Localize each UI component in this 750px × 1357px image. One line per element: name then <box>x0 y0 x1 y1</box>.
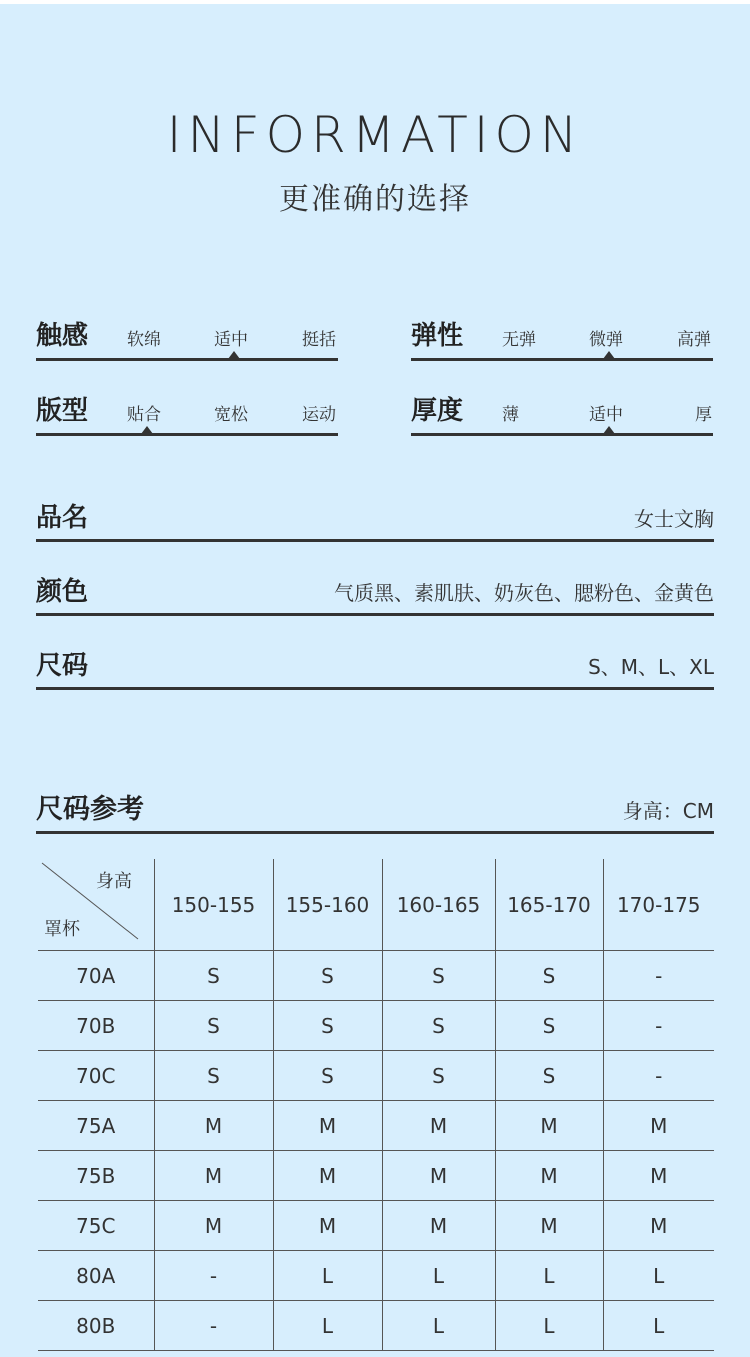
table-row <box>38 1251 714 1301</box>
table-row <box>38 1001 714 1051</box>
attribute-scale-line <box>411 433 713 436</box>
cup-size-cell: 80A <box>38 1251 154 1301</box>
size-cell: M <box>603 1201 714 1251</box>
size-cell: M <box>603 1151 714 1201</box>
column-header: 160-165 <box>382 859 495 951</box>
size-cell: M <box>273 1201 382 1251</box>
size-cell: L <box>495 1301 603 1351</box>
attribute-thickness <box>411 390 713 436</box>
info-value: 女士文胸 <box>634 507 714 531</box>
size-table <box>38 859 714 1351</box>
table-corner-cell <box>38 859 154 951</box>
column-header: 170-175 <box>603 859 714 951</box>
size-reference-title: 尺码参考 <box>36 794 144 825</box>
attribute-option: 薄 <box>502 405 519 425</box>
table-row <box>38 1101 714 1151</box>
size-cell: M <box>495 1201 603 1251</box>
size-cell: S <box>382 951 495 1001</box>
size-table-body <box>38 951 714 1351</box>
attribute-elasticity <box>411 315 713 361</box>
attribute-option: 挺括 <box>302 330 336 350</box>
size-cell: M <box>273 1101 382 1151</box>
product-info-panel <box>0 4 750 1357</box>
attribute-scale-line <box>36 358 338 361</box>
size-cell: S <box>495 1001 603 1051</box>
cup-size-cell: 75A <box>38 1101 154 1151</box>
attribute-fit <box>36 390 338 436</box>
size-cell: M <box>603 1101 714 1151</box>
size-cell: S <box>273 951 382 1001</box>
table-row <box>38 1151 714 1201</box>
info-key: 颜色 <box>36 577 89 607</box>
cup-size-cell: 70A <box>38 951 154 1001</box>
attribute-option: 高弹 <box>677 330 711 350</box>
info-value: S、M、L、XL <box>588 655 714 679</box>
attribute-label: 弹性 <box>411 321 464 351</box>
attribute-label: 版型 <box>36 396 89 426</box>
attribute-option: 适中 <box>589 405 623 425</box>
page-subtitle: 更准确的选择 <box>279 182 471 217</box>
size-cell: L <box>273 1301 382 1351</box>
attribute-scale-line <box>36 433 338 436</box>
size-cell: - <box>603 1001 714 1051</box>
size-cell: M <box>382 1201 495 1251</box>
size-cell: S <box>154 1051 273 1101</box>
attribute-option: 软绵 <box>127 330 161 350</box>
divider <box>36 539 714 542</box>
attribute-touch <box>36 315 338 361</box>
table-header-row <box>38 859 714 951</box>
size-cell: M <box>154 1151 273 1201</box>
info-row-sizes <box>36 645 714 689</box>
size-cell: L <box>382 1301 495 1351</box>
size-cell: S <box>154 1001 273 1051</box>
attribute-option: 适中 <box>214 330 248 350</box>
size-cell: M <box>273 1151 382 1201</box>
size-reference-header <box>36 787 714 835</box>
size-cell: M <box>382 1151 495 1201</box>
size-reference-unit: 身高：CM <box>622 799 714 823</box>
table-row <box>38 1301 714 1351</box>
attribute-option: 微弹 <box>589 330 623 350</box>
table-row <box>38 1201 714 1251</box>
size-cell: L <box>382 1251 495 1301</box>
info-row-colors <box>36 571 714 615</box>
size-cell: S <box>495 1051 603 1101</box>
info-value: 气质黑、素肌肤、奶灰色、腮粉色、金黄色 <box>334 581 714 605</box>
size-cell: S <box>495 951 603 1001</box>
size-cell: S <box>154 951 273 1001</box>
corner-cup-label: 罩杯 <box>44 919 80 940</box>
attribute-label: 厚度 <box>411 396 464 426</box>
attribute-label: 触感 <box>36 321 89 351</box>
size-cell: S <box>273 1051 382 1101</box>
corner-height-label: 身高 <box>96 871 132 892</box>
attribute-option: 厚 <box>695 405 712 425</box>
size-cell: M <box>495 1101 603 1151</box>
size-cell: - <box>154 1251 273 1301</box>
info-key: 品名 <box>36 503 89 533</box>
table-row <box>38 951 714 1001</box>
attribute-option: 运动 <box>302 405 336 425</box>
column-header: 155-160 <box>273 859 382 951</box>
info-key: 尺码 <box>36 651 89 681</box>
size-cell: S <box>382 1001 495 1051</box>
size-cell: L <box>603 1301 714 1351</box>
size-cell: - <box>603 1051 714 1101</box>
page-title: INFORMATION <box>166 106 584 164</box>
column-header: 150-155 <box>154 859 273 951</box>
size-cell: M <box>154 1101 273 1151</box>
cup-size-cell: 75B <box>38 1151 154 1201</box>
size-cell: S <box>273 1001 382 1051</box>
divider <box>36 613 714 616</box>
divider <box>36 687 714 690</box>
cup-size-cell: 80B <box>38 1301 154 1351</box>
size-cell: L <box>495 1251 603 1301</box>
attribute-option: 贴合 <box>127 405 161 425</box>
cup-size-cell: 70B <box>38 1001 154 1051</box>
table-row <box>38 1051 714 1101</box>
size-cell: S <box>382 1051 495 1101</box>
attribute-scale-line <box>411 358 713 361</box>
size-cell: M <box>154 1201 273 1251</box>
divider <box>36 831 714 834</box>
info-row-product-name <box>36 497 714 541</box>
size-cell: - <box>603 951 714 1001</box>
cup-size-cell: 75C <box>38 1201 154 1251</box>
size-cell: L <box>603 1251 714 1301</box>
cup-size-cell: 70C <box>38 1051 154 1101</box>
size-cell: - <box>154 1301 273 1351</box>
size-cell: L <box>273 1251 382 1301</box>
size-cell: M <box>382 1101 495 1151</box>
size-cell: M <box>495 1151 603 1201</box>
column-header: 165-170 <box>495 859 603 951</box>
attribute-option: 宽松 <box>214 405 248 425</box>
attribute-option: 无弹 <box>502 330 536 350</box>
